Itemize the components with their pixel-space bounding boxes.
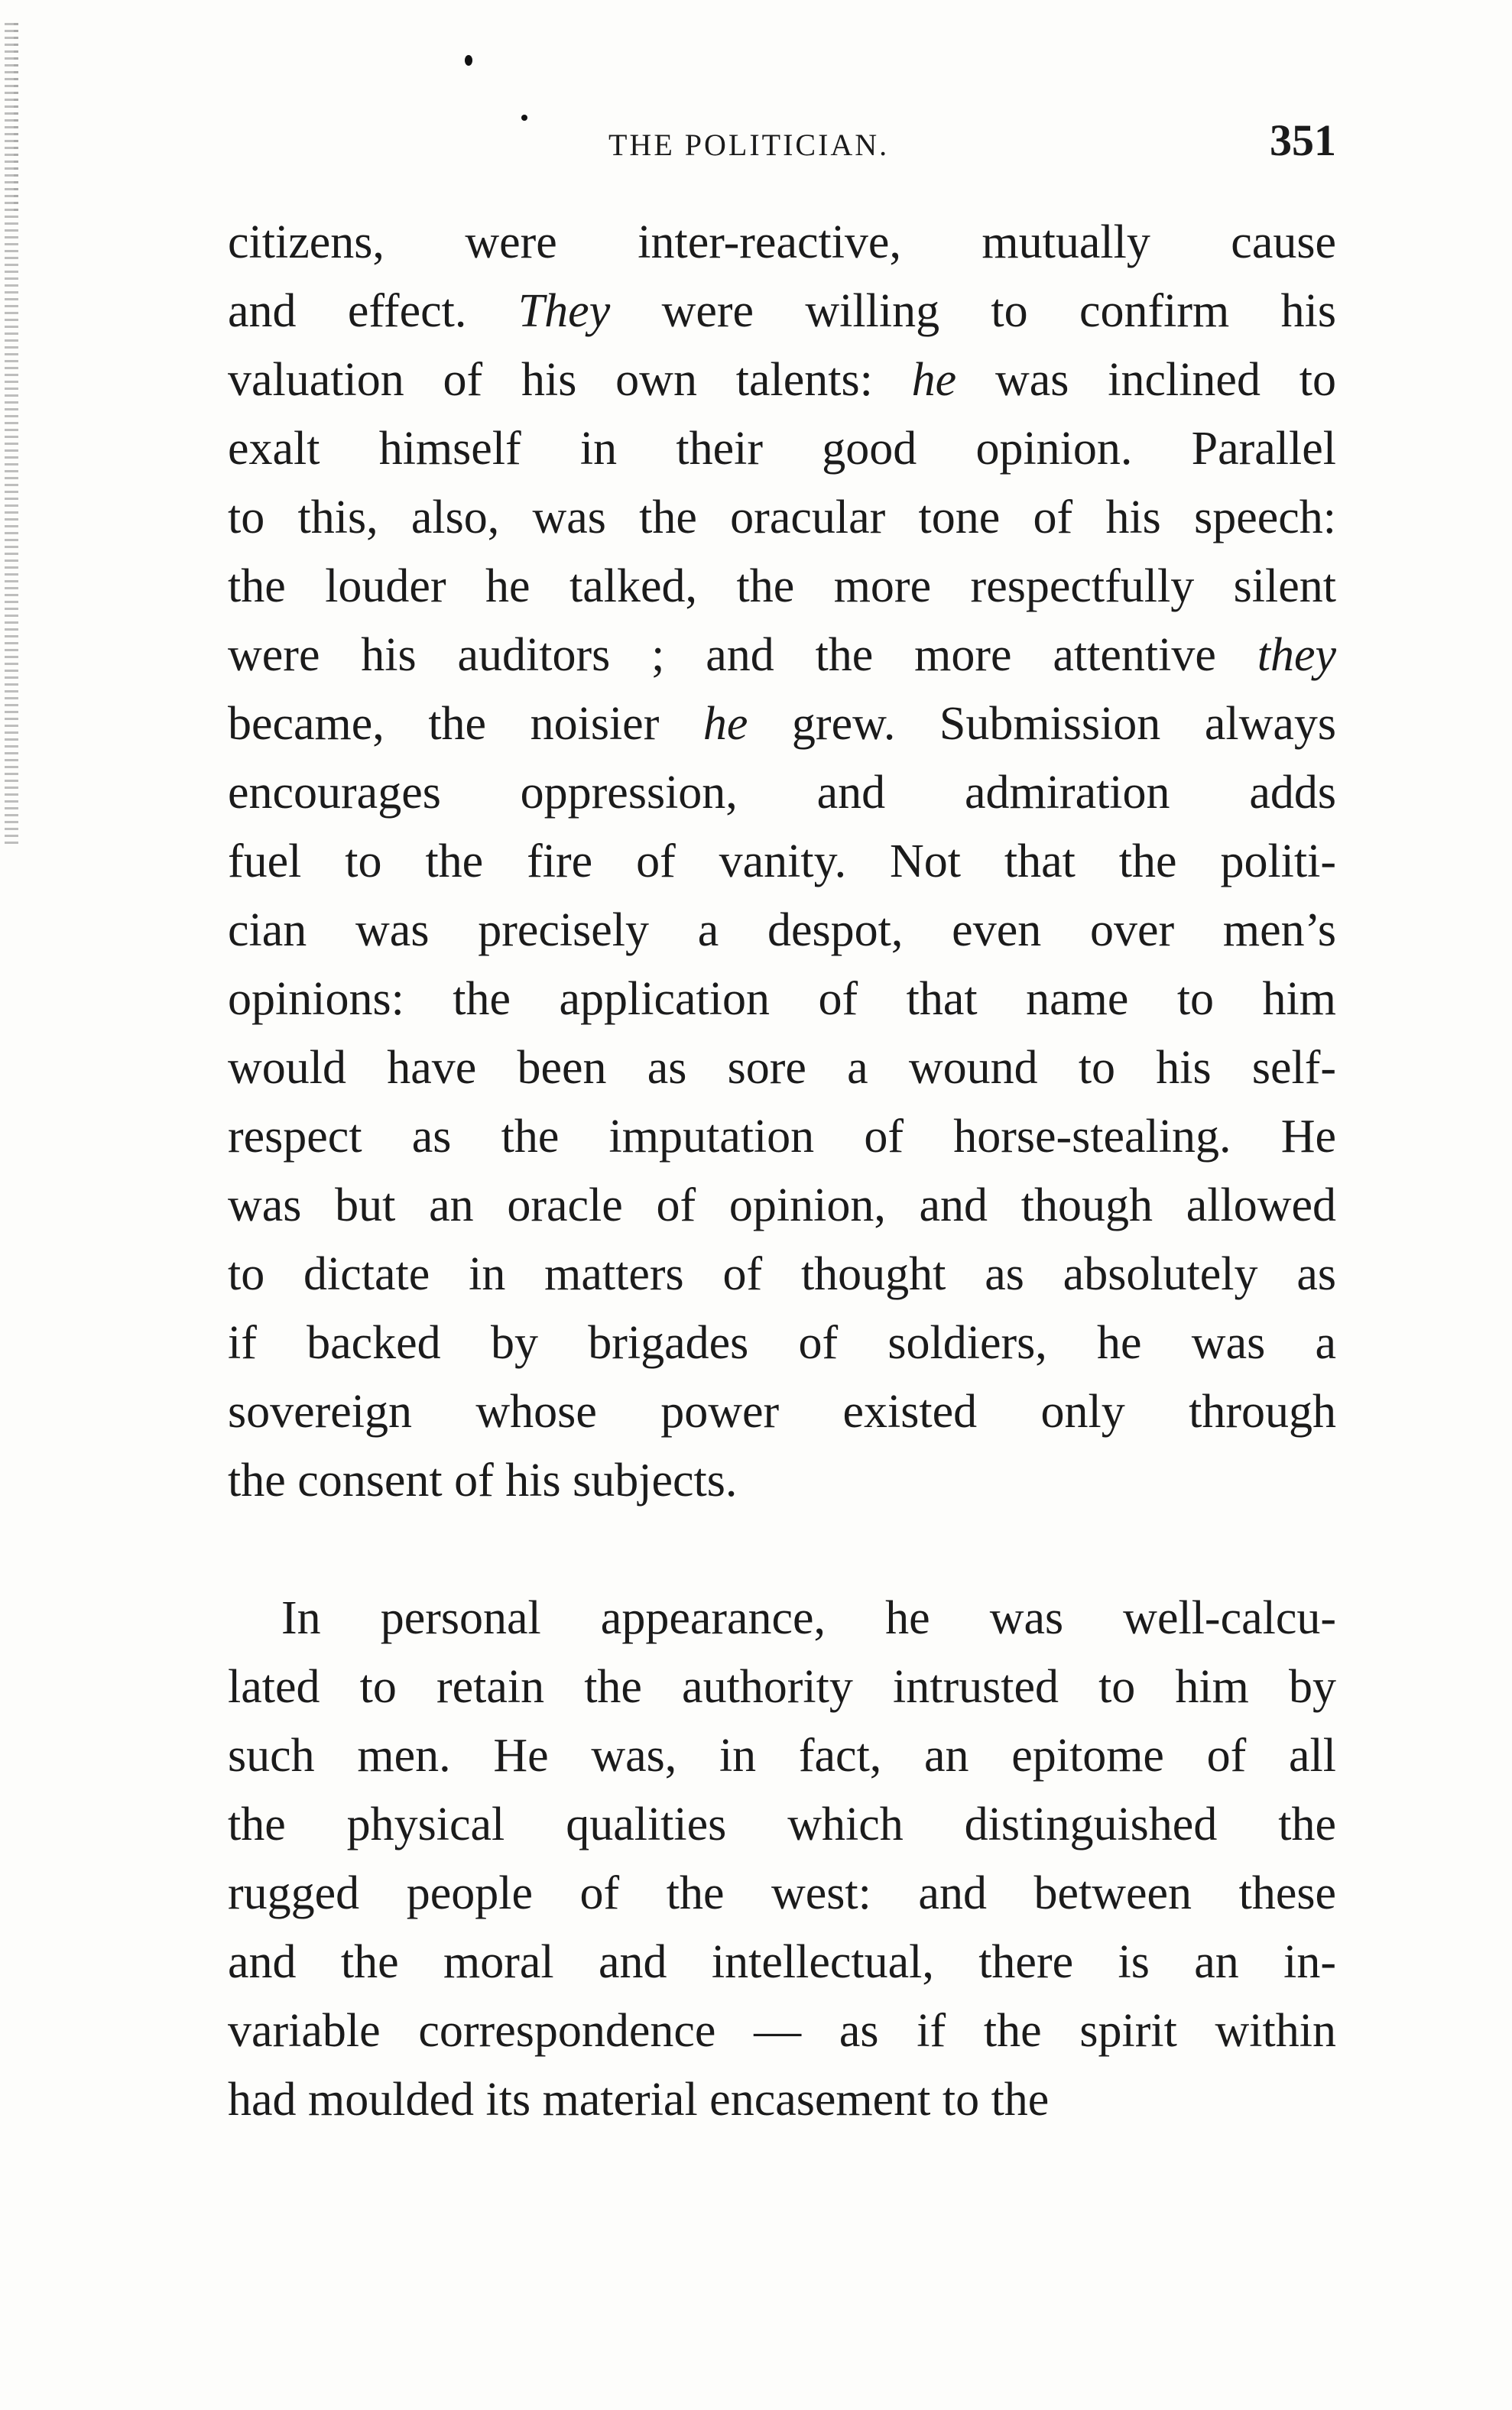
text-line: the louder he talked, the more respectfully silent xyxy=(228,560,1336,612)
text-line: had moulded its material encasement to the xyxy=(228,2074,1050,2126)
text-line: were his auditors ; and the more attentive they xyxy=(228,629,1336,681)
text-line: rugged people of the west: and between these xyxy=(228,1867,1336,1919)
text-line: In personal appearance, he was well-calcu- xyxy=(281,1592,1336,1644)
body-text xyxy=(228,208,1336,2134)
paragraph-gap xyxy=(228,1515,1336,1584)
text-line: cian was precisely a despot, even over men’s xyxy=(228,904,1336,956)
italic-emphasis: he xyxy=(702,698,748,750)
paragraph xyxy=(228,208,1336,1515)
text-line: variable correspondence — as if the spirit within xyxy=(228,2005,1336,2057)
text-line: valuation of his own talents: he was inclined to xyxy=(228,354,1336,406)
text-line: respect as the imputation of horse-stealing. He xyxy=(228,1111,1336,1163)
text-line: encourages oppression, and admiration adds xyxy=(228,767,1336,819)
paragraph xyxy=(228,1584,1336,2134)
text-line: and the moral and intellectual, there is an in- xyxy=(228,1936,1336,1988)
italic-emphasis: they xyxy=(1257,629,1336,681)
binding-edge-shadow-inner xyxy=(14,23,18,214)
text-line: and effect. They were willing to confirm his xyxy=(228,285,1336,337)
text-line: to this, also, was the oracular tone of his speech: xyxy=(228,491,1336,543)
text-line: became, the noisier he grew. Submission always xyxy=(228,698,1336,750)
text-line: would have been as sore a wound to his self- xyxy=(228,1042,1336,1094)
text-line: sovereign whose power existed only through xyxy=(228,1386,1336,1438)
text-line: such men. He was, in fact, an epitome of all xyxy=(228,1730,1336,1782)
text-line: exalt himself in their good opinion. Parallel xyxy=(228,423,1336,475)
text-line: opinions: the application of that name to him xyxy=(228,973,1336,1025)
text-line: was but an oracle of opinion, and though allowed xyxy=(228,1179,1336,1231)
text-line: if backed by brigades of soldiers, he was a xyxy=(228,1317,1336,1369)
page-header xyxy=(228,115,1336,176)
text-line: the physical qualities which distinguished the xyxy=(228,1799,1336,1850)
italic-emphasis: They xyxy=(518,285,611,337)
page-number: 351 xyxy=(1270,115,1336,165)
text-line: lated to retain the authority intrusted to him by xyxy=(228,1661,1336,1713)
running-title: THE POLITICIAN. xyxy=(608,128,890,162)
text-line: fuel to the fire of vanity. Not that the politi- xyxy=(228,835,1336,887)
text-line: to dictate in matters of thought as absolutely as xyxy=(228,1248,1336,1300)
italic-emphasis: he xyxy=(911,354,957,406)
ink-speck xyxy=(465,55,472,66)
text-line: citizens, were inter-reactive, mutually cause xyxy=(228,216,1336,268)
text-line: the consent of his subjects. xyxy=(228,1455,738,1507)
